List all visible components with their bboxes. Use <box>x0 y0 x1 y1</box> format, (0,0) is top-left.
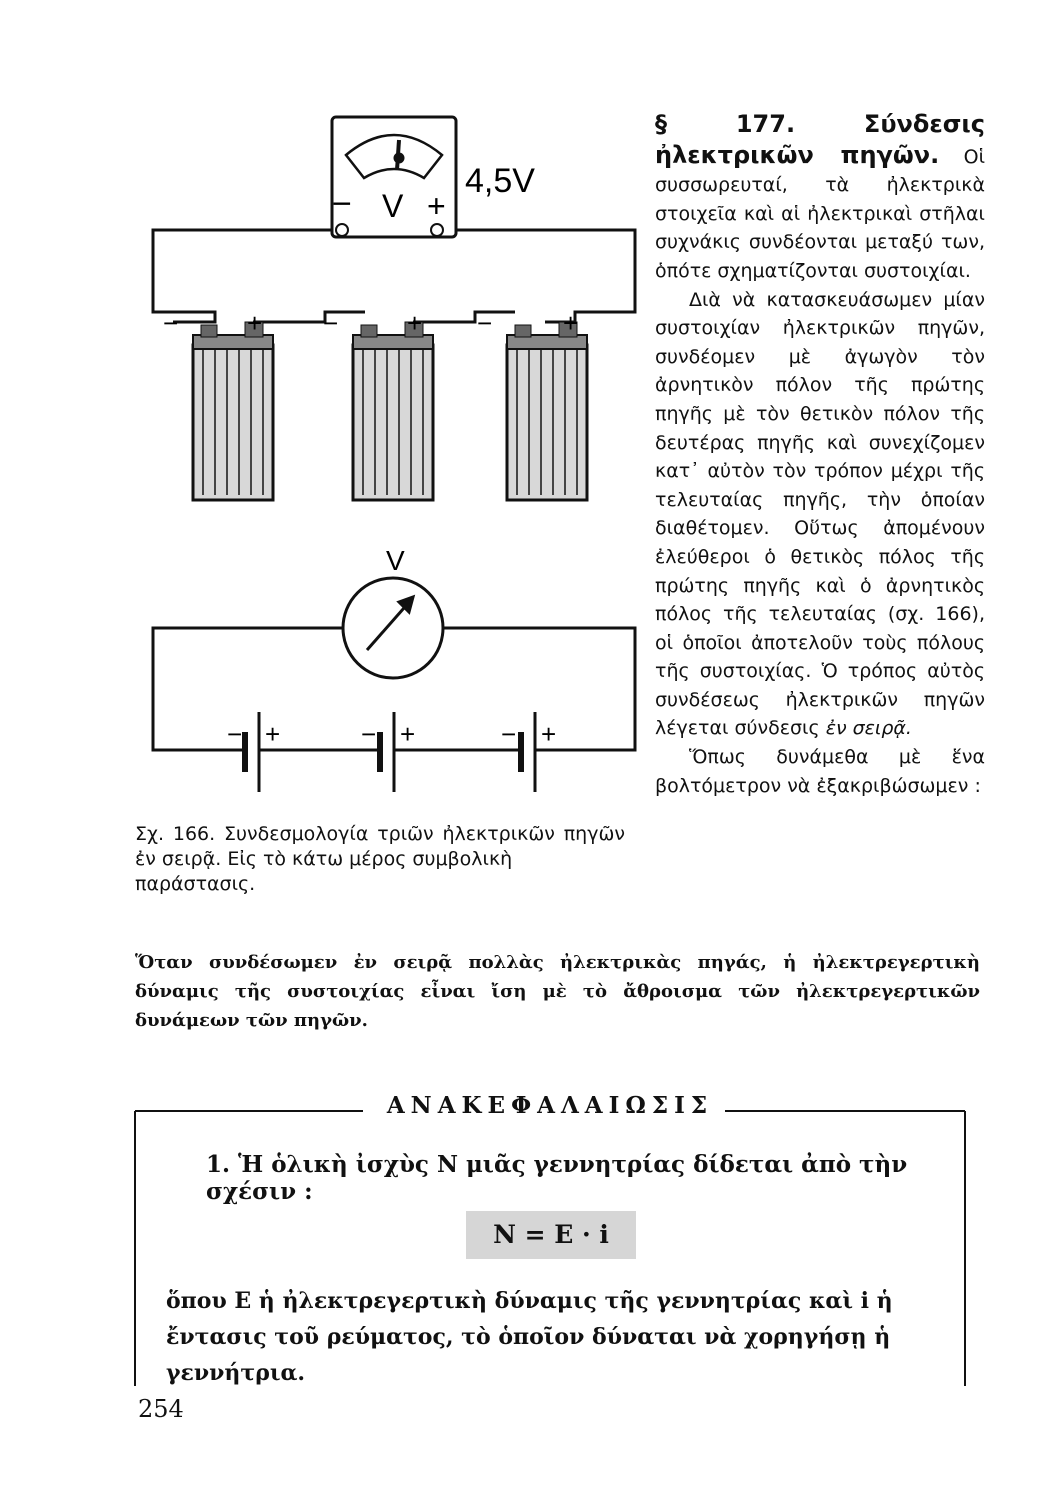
cell-3 <box>507 322 587 500</box>
schematic-cell-3-plus: + <box>541 719 557 749</box>
schematic-cell-1-minus: − <box>227 719 243 749</box>
schematic-cell-1-plus: + <box>265 719 281 749</box>
schematic <box>153 578 635 792</box>
recap-title: ΑΝΑΚΕΦΑΛΑΙΩΣΙΣ <box>386 1092 714 1119</box>
cell-3-plus: + <box>563 308 579 338</box>
cell-2-plus: + <box>407 308 423 338</box>
caption-text: Σχ. 166. Συνδεσμολογία τριῶν ἠλεκτρικῶν πηγῶν ἐν σειρᾷ. Εἰς τὸ κάτω μέρος συμβολικὴ <box>135 823 625 870</box>
power-formula: N = E · i <box>466 1211 636 1259</box>
cell-3-minus: − <box>477 308 493 338</box>
paragraph-1: Οἱ συσσωρευταί, τὰ ἠλεκτρικὰ στοιχεῖα καὶ αἱ ἠλεκτρικαὶ στῆλαι συχνάκις συνδέονται μεταξύ των, ὁπότε σχηματίζονται συστοιχίαι. <box>655 145 986 282</box>
cell-1 <box>193 322 273 500</box>
voltage-label: 4,5V <box>465 162 535 200</box>
recap-box <box>134 1111 966 1386</box>
paragraph-3: Ὅπως δυνάμεθα μὲ ἕνα βολτόμετρον νὰ ἐξακριβώσωμεν : <box>655 746 985 797</box>
voltmeter-symbol: V <box>382 188 404 224</box>
cell-2 <box>353 322 433 500</box>
cell-2-minus: − <box>323 308 339 338</box>
meter-symbol-label: V <box>386 545 405 576</box>
cell-1-plus: + <box>247 308 263 338</box>
figure-caption <box>135 822 625 897</box>
voltmeter-minus-label: − <box>332 185 352 223</box>
caption-last-line: παράστασις. <box>135 873 256 895</box>
recap-explanation: ὅπου Ε ἡ ἠλεκτρεγερτικὴ δύναμις τῆς γεννητρίας καὶ i ἡ ἔντασις τοῦ ρεύματος, τὸ ὁποῖον δύναται νὰ χορηγήσῃ ἡ γεννήτρια. <box>166 1288 893 1386</box>
section-177 <box>655 110 985 800</box>
paragraph-2-emphasis: ἐν σειρᾷ. <box>825 717 912 740</box>
figure-166-circuit <box>135 100 655 830</box>
schematic-cell-2-minus: − <box>361 719 377 749</box>
voltmeter-plus-label: + <box>427 188 446 224</box>
series-rule: Ὅταν συνδέσωμεν ἐν σειρᾷ πολλὰς ἠλεκτρικὰς πηγάς, ἡ ἠλεκτρεγερτικὴ δύναμις τῆς συστοιχίας εἶναι ἴση μὲ τὸ ἄθροισμα τῶν ἠλεκτρεγερτικῶν δυνάμεων τῶν πηγῶν. <box>135 952 980 1031</box>
section-heading: § 177. Σύνδεσις ἠλεκτρικῶν πηγῶν. <box>655 110 985 169</box>
paragraph-2: Διὰ νὰ κατασκευάσωμεν μίαν συστοιχίαν ἠλεκτρικῶν πηγῶν, συνδέομεν μὲ ἀγωγὸν τὸν ἀρνητικὸν πόλον τῆς πρώτης πηγῆς μὲ τὸν θετικὸν πόλον τῆς δευτέρας πηγῆς καὶ συνεχίζομεν κατ᾽ αὐτὸν τὸν τρόπον μέχρι τῆς τελευταίας πηγῆς, τὴν ὁποίαν διαθέτομεν. Οὕτως ἀπομένουν ἐλεύθεροι ὁ θετικὸς πόλος τῆς πρώτης πηγῆς καὶ ὁ ἀρνητικὸς πόλος τῆς τελευταίας (σχ. 166), οἱ ὁποῖοι ἀποτελοῦν τοὺς πόλους τῆς συστοιχίας. Ὁ τρόπος αὐτὸς συνδέσεως ἠλεκτρικῶν πηγῶν λέγεται σύνδεσις <box>655 288 985 740</box>
recap-item-1: 1. Ἡ ὁλικὴ ἰσχὺς Ν μιᾶς γεννητρίας δίδεται ἀπὸ τὴν σχέσιν : <box>206 1151 908 1205</box>
page-number: 254 <box>138 1395 184 1423</box>
schematic-cell-3-minus: − <box>501 719 517 749</box>
cell-1-minus: − <box>163 308 179 338</box>
schematic-cell-2-plus: + <box>400 719 416 749</box>
